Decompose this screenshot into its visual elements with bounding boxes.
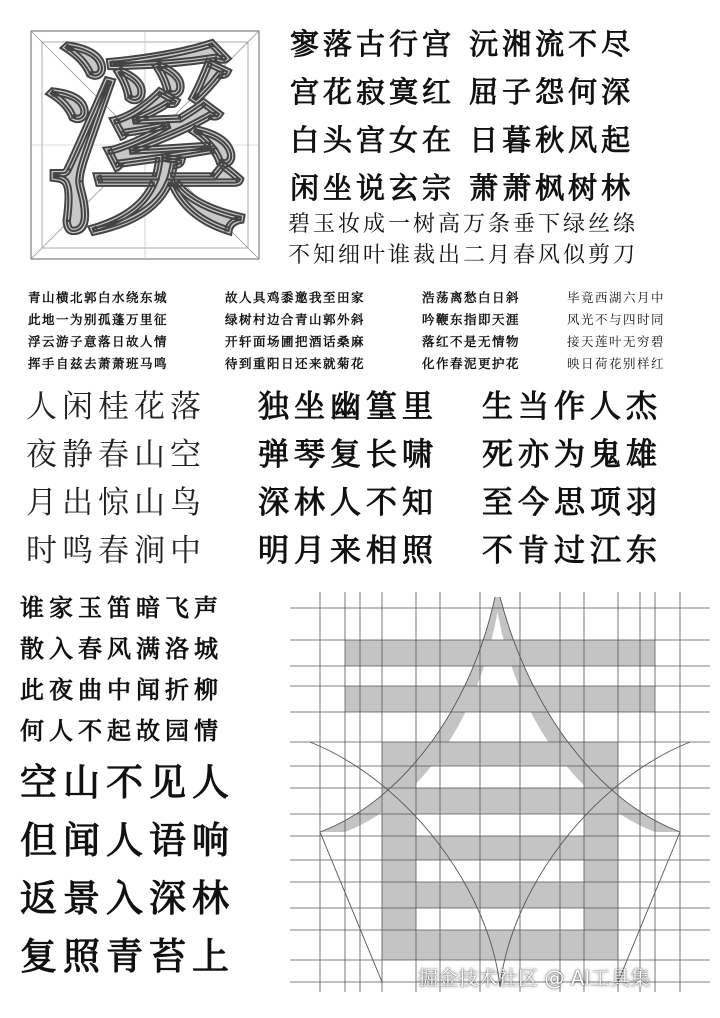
poem-line: 深林人不知	[258, 485, 438, 521]
poem-line: 至今思项羽	[482, 485, 662, 521]
poem-line: 人闲桂花落	[26, 389, 206, 425]
poem-line: 生当作人杰	[482, 389, 662, 425]
poem-line: 返景入深林	[20, 877, 235, 920]
poem-line: 弹琴复长啸	[258, 437, 438, 473]
small-line: 风光不与四时同	[567, 312, 666, 327]
poem-line: 不知细叶谁裁出二月春风似剪刀	[288, 243, 639, 268]
poem-line: 空山不见人	[20, 761, 235, 804]
small-line: 吟鞭东指即天涯	[422, 312, 521, 327]
poem-line: 寥落古行宫 沅湘流不尽	[290, 27, 635, 61]
small-line: 青山横北郭白水绕东城	[28, 290, 169, 305]
poem-line: 独坐幽篁里	[258, 389, 438, 425]
poem-line: 白头宫女在 日暮秋风起	[290, 123, 635, 157]
poem-line: 死亦为鬼雄	[482, 437, 662, 473]
poem-line: 宫花寂寞红 屈子怨何深	[290, 75, 635, 109]
poem-line: 碧玉妆成一树高万条垂下绿丝绦	[288, 212, 639, 237]
small-line: 故人具鸡黍邀我至田家	[225, 290, 366, 305]
big-character-panel	[30, 25, 260, 264]
small-line: 浮云游子意落日故人情	[28, 334, 169, 349]
small-line: 化作春泥更护花	[422, 356, 521, 371]
poem-line: 不肯过江东	[482, 533, 662, 569]
small-line: 绿树村边合青山郭外斜	[225, 312, 366, 327]
small-line: 待到重阳日还来就菊花	[225, 356, 366, 371]
small-line: 毕竟西湖六月中	[567, 290, 666, 305]
big-character: 溪	[42, 25, 248, 264]
poem-line: 散入春风满洛城	[20, 635, 223, 663]
poem-line: 何人不起故园情	[20, 717, 223, 745]
grid-construction-svg	[290, 592, 710, 992]
small-line: 浩荡离愁白日斜	[422, 290, 521, 305]
small-line: 接天莲叶无穷碧	[567, 334, 666, 349]
poem-line: 月出惊山鸟	[26, 485, 206, 521]
grid-construction-panel	[290, 592, 710, 992]
small-line: 落红不是无情物	[422, 334, 521, 349]
poem-line: 时鸣春涧中	[26, 533, 206, 569]
small-line: 此地一为别孤蓬万里征	[28, 312, 169, 327]
poem-line: 闲坐说玄宗 萧萧枫树林	[290, 171, 635, 205]
poem-line: 此夜曲中闻折柳	[20, 676, 223, 704]
small-line: 映日荷花别样红	[567, 356, 666, 371]
poem-line: 复照青苔上	[20, 935, 235, 978]
watermark-text: 掘金技术社区 @ AI工具集	[418, 966, 651, 990]
poem-line: 但闻人语响	[20, 819, 235, 862]
poem-line: 明月来相照	[258, 533, 438, 569]
poem-line: 谁家玉笛暗飞声	[20, 594, 223, 622]
poem-line: 夜静春山空	[26, 437, 206, 473]
small-line: 挥手自兹去萧萧班马鸣	[28, 356, 169, 371]
small-line: 开轩面场圃把酒话桑麻	[225, 334, 366, 349]
